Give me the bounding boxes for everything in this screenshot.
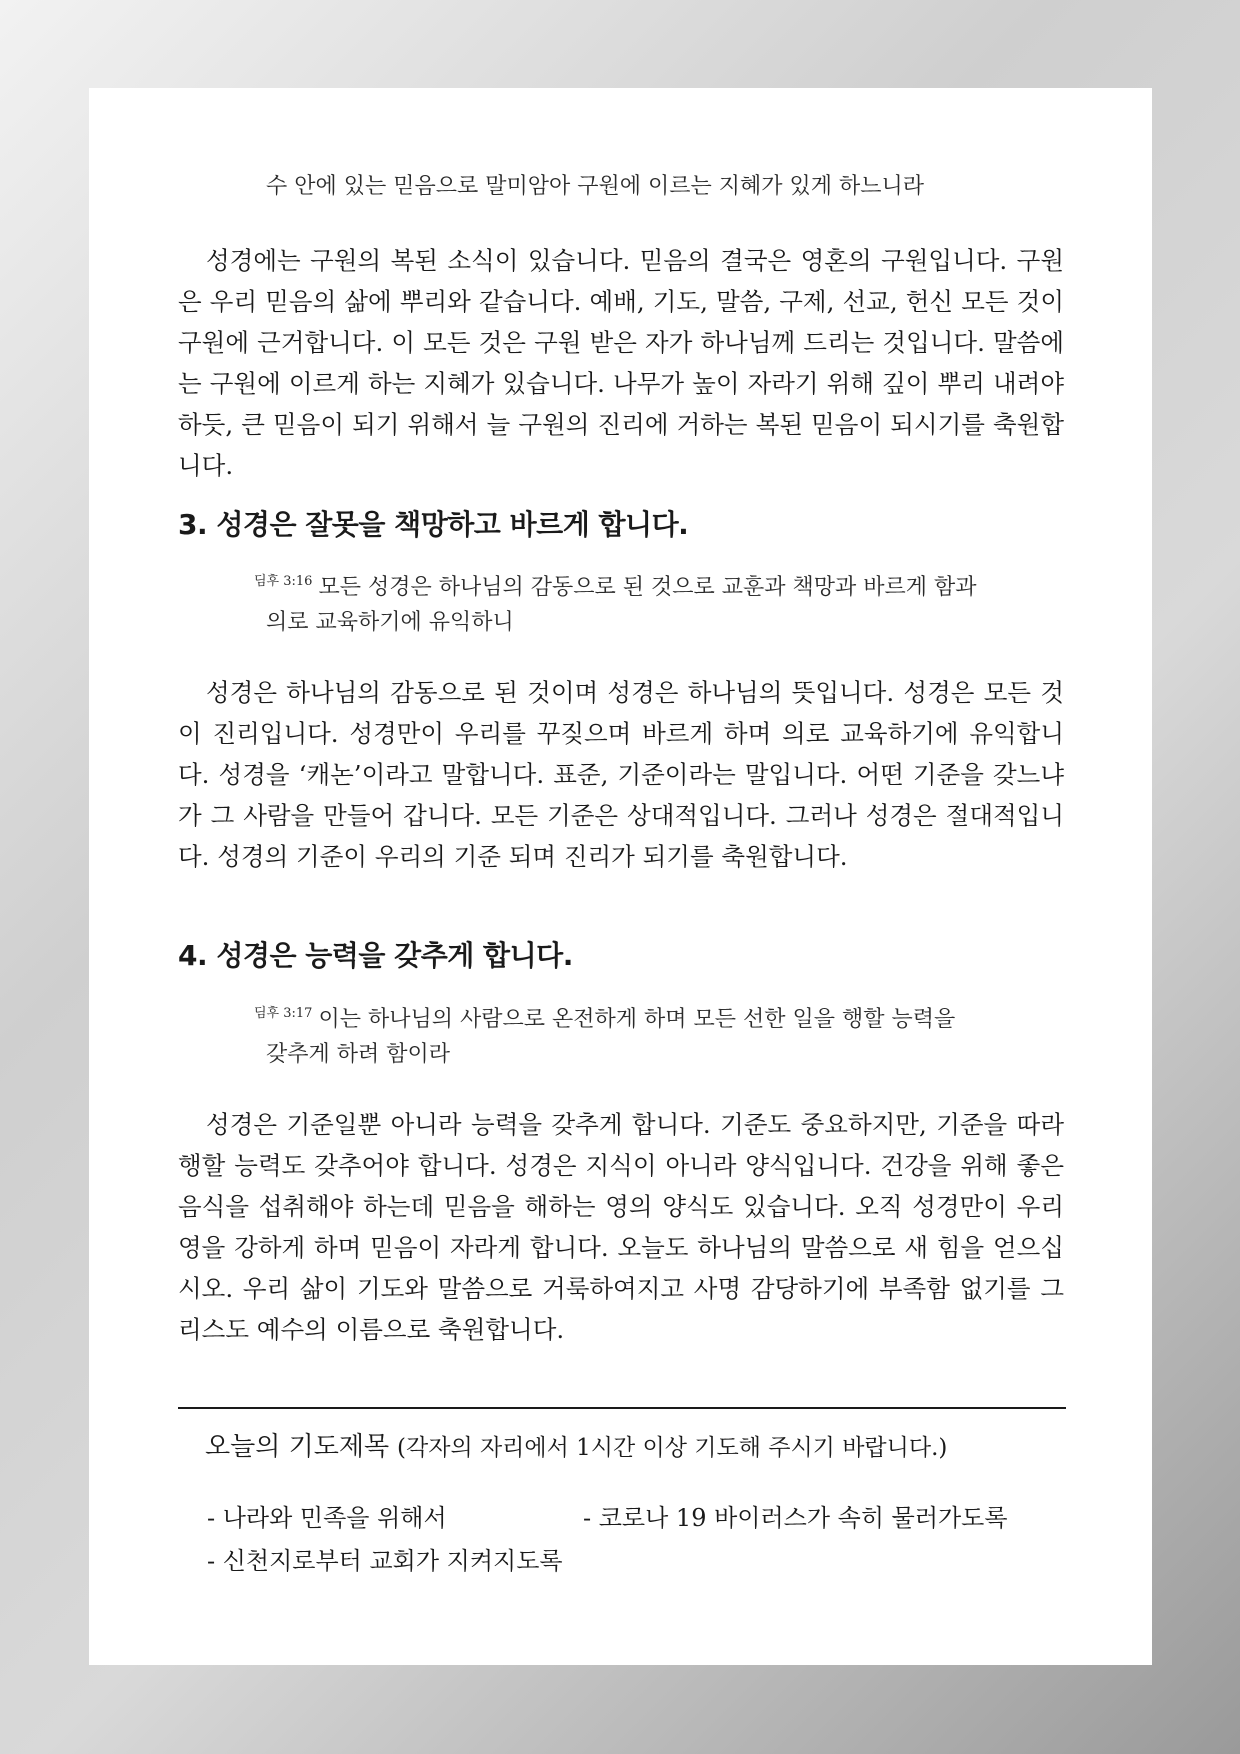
divider (178, 1407, 1066, 1409)
section-3-verse (254, 564, 1014, 640)
section-3-verse-text1: 모든 성경은 하나님의 감동으로 된 것으로 교훈과 책망과 바르게 함과 (318, 575, 977, 600)
section-3-verse-line2: 의로 교육하기에 유익하니 (266, 610, 514, 635)
paragraph-salvation: 성경에는 구원의 복된 소식이 있습니다. 믿음의 결국은 영혼의 구원입니다. 구원은 우리 믿음의 삶에 뿌리와 같습니다. 예배, 기도, 말씀, 구제, 선교, 헌신 모든 것이 구원에 근거합니다. 이 모든 것은 구원 받은 자가 하나님께 드리는 것입니다. 말씀에는 구원에 이르게 하는 지혜가 있습니다. 나무가 높이 자라기 위해 깊이 뿌리 내려야 하듯, 큰 믿음이 되기 위해서 늘 구원의 진리에 거하는 복된 믿음이 되시기를 축원합니다. (178, 246, 1064, 480)
prayer-item: - 코로나 19 바이러스가 속히 물러가도록 (583, 1504, 1008, 1532)
section-4-verse (254, 996, 1014, 1072)
section-4-heading: 4. 성경은 능력을 갖추게 합니다. (178, 939, 573, 972)
section-4-verse-ref: 딤후 3:17 (254, 1006, 313, 1021)
section-3-verse-ref: 딤후 3:16 (254, 574, 313, 589)
document-page (89, 88, 1152, 1665)
prayer-title (205, 1427, 947, 1468)
prayer-title-note: (각자의 자리에서 1시간 이상 기도해 주시기 바랍니다.) (397, 1435, 948, 1461)
prayer-item: - 신천지로부터 교회가 지켜지도록 (207, 1547, 563, 1575)
section-3-body: 성경은 하나님의 감동으로 된 것이며 성경은 하나님의 뜻입니다. 성경은 모든 것이 진리입니다. 성경만이 우리를 꾸짖으며 바르게 하며 의로 교육하기에 유익합니다. 성경을 ‘캐논’이라고 말합니다. 표준, 기준이라는 말입니다. 어떤 기준을 갖느냐가 그 사람을 만들어 갑니다. 모든 기준은 상대적입니다. 그러나 성경은 절대적입니다. 성경의 기준이 우리의 기준 되며 진리가 되기를 축원합니다. (178, 678, 1064, 871)
top-verse: 수 안에 있는 믿음으로 말미암아 구원에 이르는 지혜가 있게 하느니라 (266, 174, 924, 199)
section-4-verse-line1 (254, 996, 1014, 1037)
section-3-heading: 3. 성경은 잘못을 책망하고 바르게 합니다. (178, 508, 689, 541)
section-3-verse-line1 (254, 564, 1014, 605)
section-4-verse-line2: 갖추게 하려 함이라 (266, 1042, 451, 1067)
prayer-item: - 나라와 민족을 위해서 (207, 1504, 447, 1532)
section-4-verse-text1: 이는 하나님의 사람으로 온전하게 하며 모든 선한 일을 행할 능력을 (318, 1007, 956, 1032)
prayer-title-main: 오늘의 기도제목 (205, 1432, 390, 1462)
section-4-body: 성경은 기준일뿐 아니라 능력을 갖추게 합니다. 기준도 중요하지만, 기준을 따라 행할 능력도 갖추어야 합니다. 성경은 지식이 아니라 양식입니다. 건강을 위해 좋은 음식을 섭취해야 하는데 믿음을 해하는 영의 양식도 있습니다. 오직 성경만이 우리 영을 강하게 하며 믿음이 자라게 합니다. 오늘도 하나님의 말씀으로 새 힘을 얻으십시오. 우리 삶이 기도와 말씀으로 거룩하여지고 사명 감당하기에 부족함 없기를 그리스도 예수의 이름으로 축원합니다. (178, 1110, 1064, 1344)
